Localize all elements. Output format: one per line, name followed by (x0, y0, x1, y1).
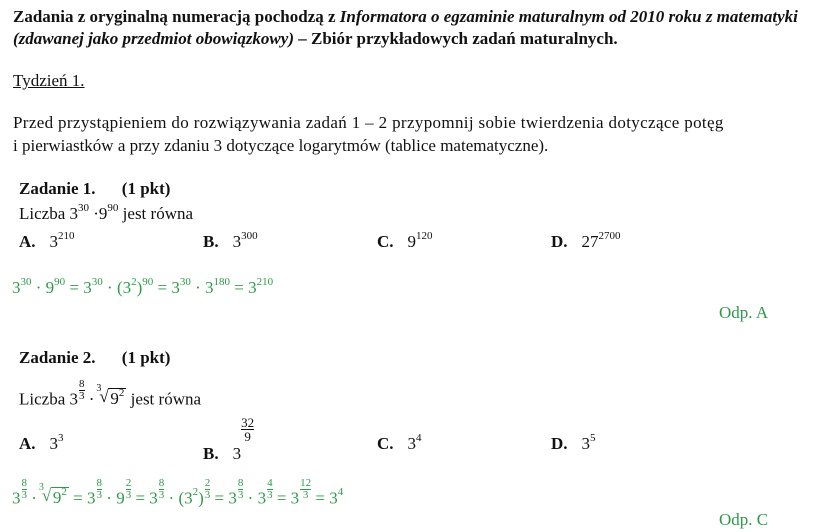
task2-answer: Odp. C (719, 510, 769, 529)
cube-root (94, 383, 126, 409)
task2-question-suffix: jest równa (130, 389, 202, 409)
option-label: B. (203, 444, 219, 463)
sol-term: 3 (83, 278, 92, 297)
fraction-numerator: 8 (96, 477, 103, 489)
sol-eq: = (214, 488, 225, 508)
sol-exp: 90 (54, 276, 66, 288)
option-label: C. (377, 232, 394, 251)
option-base: 3 (581, 434, 591, 453)
sol-exp: 180 (213, 276, 231, 288)
sol-exp: 30 (179, 276, 191, 288)
sol-exp-fraction (300, 478, 311, 501)
sol-term: 3 (205, 278, 214, 297)
week-heading: Tydzień 1. (13, 71, 85, 90)
sol-term: 3 (12, 278, 21, 297)
sol-eq: = (157, 278, 168, 297)
sol-eq: = (234, 278, 244, 297)
sol-exp-fraction (97, 478, 103, 501)
fraction-denominator: 3 (237, 489, 244, 501)
sol-term: 3 (257, 488, 267, 508)
radicand-exp: 2 (61, 486, 67, 499)
root-sign-icon: √ (41, 486, 52, 506)
option-exp: 3 (58, 432, 64, 444)
option-label: C. (377, 434, 394, 453)
task1-number: Zadanie 1. (19, 179, 96, 198)
sol-term: 3 (329, 488, 338, 508)
fraction-denominator: 3 (21, 489, 27, 501)
option-base: 3 (232, 232, 242, 251)
task2-question-prefix: Liczba (19, 389, 66, 409)
sol-term: 3 (12, 488, 21, 508)
task2-option-d (551, 434, 596, 454)
option-label: B. (203, 232, 219, 251)
option-exp-fraction (241, 416, 254, 443)
sol-term: 3 (248, 278, 257, 297)
task1-answer: Odp. A (719, 303, 769, 322)
option-exp: 2700 (598, 230, 621, 242)
fraction-denominator: 3 (267, 489, 273, 501)
sol-eq: = (69, 278, 80, 297)
root-sign-icon: √ (99, 387, 109, 407)
fraction-denominator: 3 (158, 489, 165, 501)
task1-q-base1: 3 (69, 204, 78, 223)
sol-cube-root (37, 482, 69, 508)
option-exp: 300 (241, 230, 258, 242)
fraction-numerator: 8 (237, 477, 244, 489)
option-label: D. (551, 434, 568, 453)
fraction-numerator: 32 (241, 415, 255, 430)
sol-exp: 90 (142, 276, 154, 288)
intro-line-1: Przed przystąpieniem do rozwiązywania zadań 1 – 2 przypomnij sobie twierdzenia dotyczące potęg (13, 113, 724, 132)
option-exp: 210 (58, 230, 75, 242)
sol-paren: ) (198, 488, 204, 508)
fraction-numerator: 4 (267, 477, 273, 489)
q-dot: · (88, 389, 95, 409)
option-base: 3 (49, 434, 59, 453)
sol-term: 3 (228, 488, 237, 508)
sol-term: (3 (178, 488, 193, 508)
task2-option-c (377, 434, 422, 454)
sol-eq: = (315, 488, 325, 508)
task2-question (19, 378, 202, 412)
root-index: 3 (96, 383, 102, 395)
fraction-numerator: 8 (21, 477, 27, 489)
fraction-numerator: 2 (204, 477, 211, 489)
task1-solution (12, 278, 273, 298)
task1-q-exp2: 90 (107, 202, 119, 214)
task2-option-b (203, 415, 255, 464)
sol-dot: · (168, 488, 175, 508)
sol-exp-fraction (22, 478, 28, 501)
task2-solution (12, 477, 344, 511)
option-label: D. (551, 232, 568, 251)
source-note-part3: – Zbiór przykładowych zadań maturalnych. (298, 29, 618, 48)
sol-dot: · (35, 278, 42, 297)
radicand-base: 9 (52, 488, 62, 508)
task1-option-c (377, 232, 433, 252)
source-note (13, 6, 803, 50)
option-base: 3 (232, 444, 242, 463)
sol-eq: = (73, 488, 83, 508)
task2-points: (1 pkt) (121, 348, 171, 367)
option-base: 3 (49, 232, 59, 251)
option-exp: 5 (590, 432, 596, 444)
source-note-title: Informatora o egzaminie maturalnym od 2010 roku z matematyki (zdawanej jako przedmiot obowiązkowy) (13, 7, 798, 48)
sol-dot: · (31, 488, 37, 508)
fraction-numerator: 8 (79, 378, 85, 390)
sol-exp: 30 (20, 276, 32, 288)
option-label: A. (19, 232, 36, 251)
radicand-exp: 2 (118, 387, 125, 400)
sol-exp: 2 (131, 276, 137, 288)
fraction-numerator: 8 (158, 477, 165, 489)
fraction-numerator: 12 (300, 477, 312, 489)
option-base: 27 (581, 232, 599, 251)
root-index: 3 (38, 482, 44, 494)
sol-exp-fraction (126, 478, 132, 501)
sol-term: 9 (116, 488, 125, 508)
task1-option-b (203, 232, 258, 252)
sol-exp: 4 (337, 486, 344, 499)
fraction-denominator: 3 (204, 489, 211, 501)
sol-term: 3 (149, 488, 158, 508)
option-label: A. (19, 434, 36, 453)
sol-exp-fraction (159, 478, 165, 501)
sol-dot: · (247, 488, 254, 508)
fraction-denominator: 9 (244, 429, 251, 444)
task1-points: (1 pkt) (121, 179, 171, 198)
sol-exp: 210 (256, 276, 274, 288)
fraction-denominator: 3 (302, 489, 309, 501)
sol-paren: ) (136, 278, 143, 297)
task2-q-exp-fraction (79, 379, 85, 402)
sol-exp-fraction (205, 478, 211, 501)
option-base: 3 (407, 434, 417, 453)
source-note-part1: Zadania z oryginalną numeracją pochodzą z (13, 7, 336, 26)
sol-exp: 30 (91, 276, 103, 288)
sol-term: (3 (116, 278, 132, 297)
task1-q-dot: · (93, 204, 99, 223)
task2-title (19, 348, 170, 368)
sol-dot: · (107, 278, 113, 297)
sol-term: 3 (87, 488, 96, 508)
task2-number: Zadanie 2. (19, 348, 96, 367)
sol-term: 3 (171, 278, 180, 297)
sol-dot: · (195, 278, 201, 297)
option-exp: 4 (416, 432, 422, 444)
sol-eq: = (135, 488, 146, 508)
option-exp: 120 (416, 230, 433, 242)
option-base: 9 (407, 232, 417, 251)
task1-q-exp1: 30 (78, 202, 89, 214)
intro-line-2: i pierwiastków a przy zdaniu 3 dotyczące logarytmów (tablice matematyczne). (13, 136, 549, 155)
task1-q-base2: 9 (98, 204, 108, 223)
radicand-base: 9 (110, 389, 119, 409)
task2-option-a (19, 434, 64, 454)
task1-question (19, 204, 193, 224)
sol-term: 9 (45, 278, 55, 297)
fraction-denominator: 3 (79, 390, 85, 402)
task1-title (19, 179, 170, 199)
radicand (51, 487, 69, 507)
sol-term: 3 (290, 488, 300, 508)
task1-option-d (551, 232, 621, 252)
fraction-numerator: 2 (125, 477, 132, 489)
task1-option-a (19, 232, 75, 252)
task1-question-suffix: jest równa (122, 204, 194, 223)
fraction-denominator: 3 (125, 489, 132, 501)
task2-q-base: 3 (69, 389, 78, 409)
sol-dot: · (106, 488, 112, 508)
sol-exp-fraction (238, 478, 244, 501)
fraction-denominator: 3 (96, 489, 103, 501)
task1-question-prefix: Liczba (19, 204, 66, 223)
sol-eq: = (276, 488, 287, 508)
sol-exp-fraction (267, 478, 273, 501)
sol-exp: 2 (192, 486, 199, 499)
radicand (108, 388, 126, 408)
